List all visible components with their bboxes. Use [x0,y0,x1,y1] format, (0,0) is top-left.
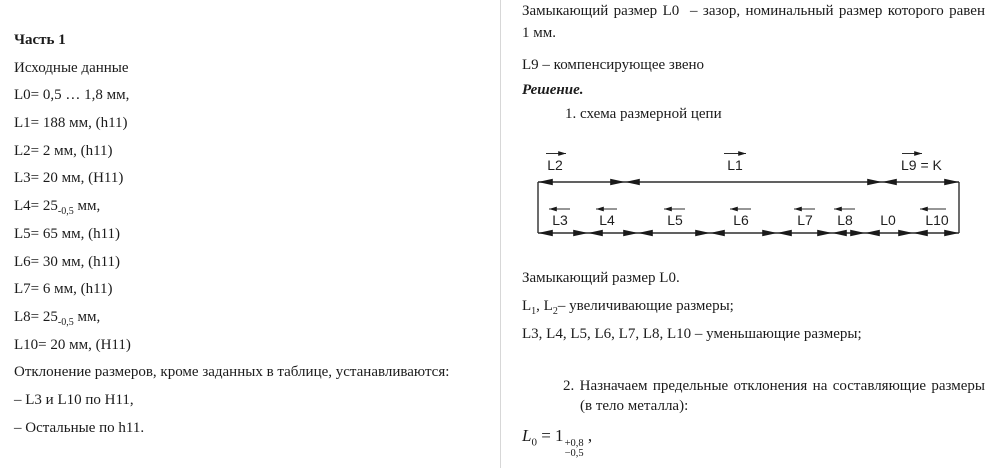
tolerance-subscript: -0,5 [57,206,74,218]
data-line-l5 [14,221,500,249]
deviation-item-h11-upper [14,387,500,415]
chain-link-label-l1: L1 [727,157,743,173]
chain-link-label-l5: L5 [667,212,683,228]
line-text: L7= 6 мм, (h11) [14,281,113,298]
data-line-l2 [14,138,500,166]
chain-top-labels [546,154,943,174]
line-text: L3= 20 мм, (H11) [14,170,124,187]
chain-link-label-l6: L6 [733,212,749,228]
compensating-link-note: L9 – компенсирующее звено [522,57,705,73]
formula-value: = 1 [536,426,564,445]
tolerance-subscript: -0,5 [57,316,74,328]
line-text: – L3 и L10 по H11, [14,391,134,408]
line-text: мм, [73,308,101,325]
dimension-chain-diagram [522,142,982,242]
chain-link-label-l10: L10 [925,212,949,228]
solution-heading: Решение. [522,82,584,98]
formula-l0 [522,426,985,459]
data-line-l4 [14,193,500,221]
line-text: Отклонение размеров, кроме заданных в таблице, устанавливаются: [14,364,450,381]
line-text: L1= 188 мм, (h11) [14,115,128,132]
chain-link-label-l0: L0 [880,212,896,228]
decreasing-sizes-note: L3, L4, L5, L6, L7, L8, L10 – уменьшающие размеры; [522,326,862,342]
chain-link-label-l9-k: L9 = K [901,157,942,173]
deviation-item-h11-lower [14,415,500,443]
data-line-l6 [14,249,500,277]
data-line-l7 [14,276,500,304]
intro-line-1: Замыкающий размер L0 – зазор, номинальный размер которого равен [522,3,985,19]
formula-variable-subscript: 0 [531,436,537,449]
chain-link-label-l3: L3 [552,212,568,228]
line-text: L [522,298,532,314]
link-subscript: 1 [531,306,537,317]
chain-link-label-l2: L2 [547,157,563,173]
data-line-l10 [14,332,500,360]
line-text: L10= 20 мм, (H11) [14,336,131,353]
data-line-l1 [14,110,500,138]
left-column [14,27,500,442]
formula-upper-deviation: +0,8 [564,438,584,449]
line-text: L0= 0,5 … 1,8 мм, [14,87,130,104]
part-heading: Часть 1 [14,32,66,48]
step2-line-1: 2. Назначаем предельные отклонения на составляющие размеры [563,378,985,394]
link-subscript: 2 [552,306,558,317]
line-text: L8= 25 [14,308,58,325]
line-text: L5= 65 мм, (h11) [14,225,121,242]
right-column [522,0,985,468]
intro-line-2: 1 мм. [522,24,556,41]
column-divider [500,0,501,468]
increasing-sizes-note [522,298,985,315]
formula-lower-deviation: −0,5 [564,448,584,459]
line-text: мм, [73,198,101,215]
line-text: L4= 25 [14,198,58,215]
initial-data-heading: Исходные данные [14,59,129,76]
chain-bottom-labels [549,209,949,228]
step2-label [522,377,985,416]
chain-link-label-l7: L7 [797,212,813,228]
data-line-l3 [14,165,500,193]
chain-link-label-l8: L8 [837,212,853,228]
formula-tail: , [583,426,593,445]
line-text: – увеличивающие размеры; [557,298,734,314]
step2-line-2: (в тело металла): [580,397,689,414]
data-line-l8 [14,304,500,332]
deviations-note [14,359,500,387]
line-text: , L [536,298,553,314]
closing-size-note: Замыкающий размер L0. [522,270,680,286]
step1-label: 1. схема размерной цепи [565,106,722,122]
data-line-l0 [14,82,500,110]
formula-variable: L [522,426,532,445]
chain-link-label-l4: L4 [599,212,615,228]
formula-tolerances [565,439,584,459]
line-text: L2= 2 мм, (h11) [14,142,113,159]
line-text: – Остальные по h11. [14,419,145,436]
line-text: L6= 30 мм, (h11) [14,253,121,270]
closing-size-intro [522,1,985,44]
